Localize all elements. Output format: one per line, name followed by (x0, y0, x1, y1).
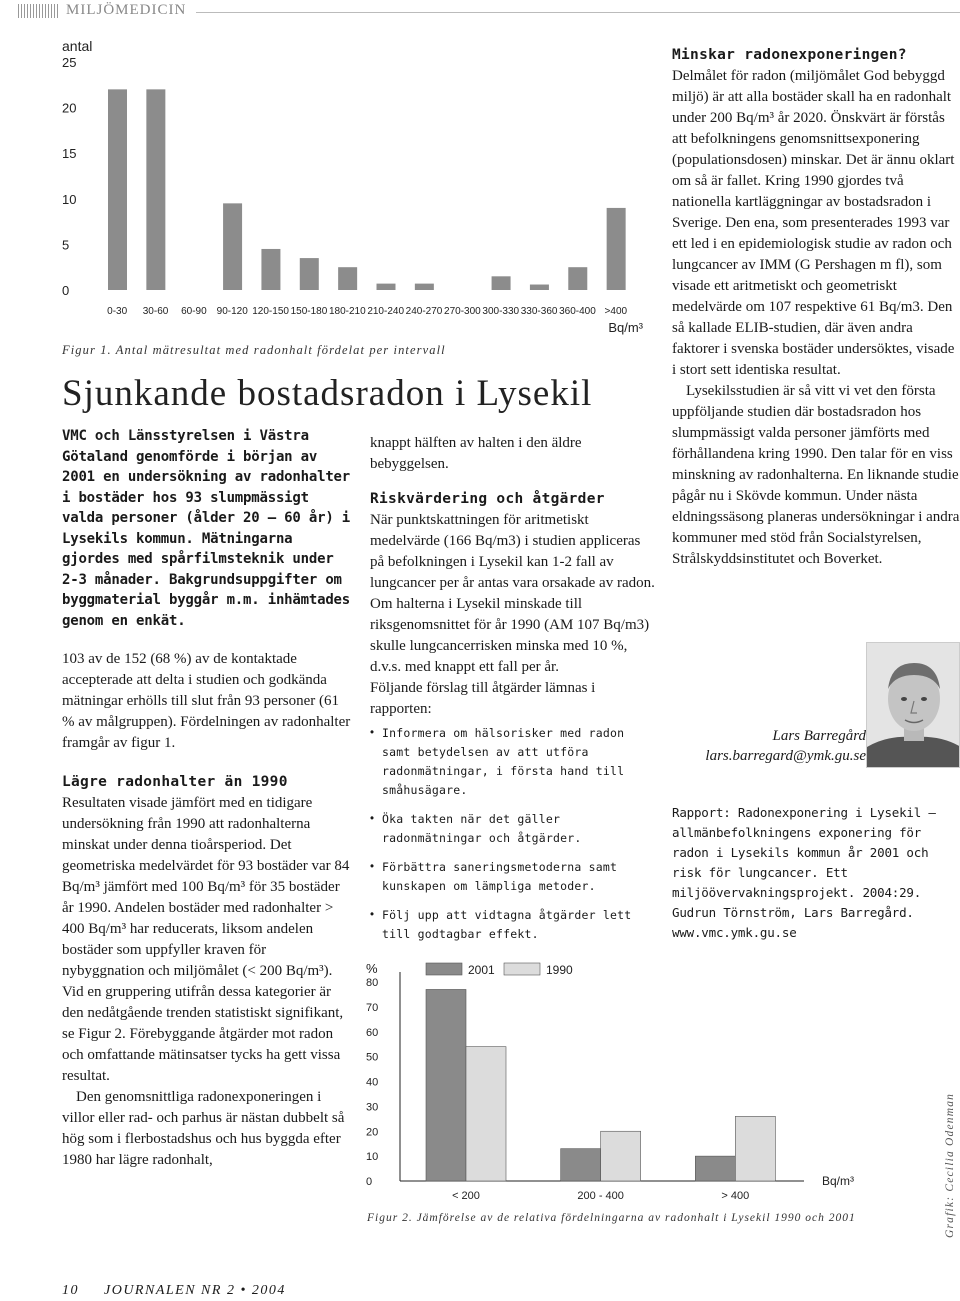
figure2-svg (362, 955, 862, 1205)
bar (108, 89, 127, 290)
page-footer (62, 1283, 286, 1299)
x-tick-label: 60-90 (181, 306, 207, 317)
y-tick-label: 15 (62, 146, 77, 162)
x-tick-label: 0-30 (107, 306, 128, 317)
figure2-chart (362, 955, 862, 1205)
legend-swatch (426, 963, 462, 975)
measures-list (370, 724, 655, 944)
x-axis-unit: Bq/m³ (608, 320, 643, 335)
legend-label: 2001 (468, 963, 495, 977)
bar (530, 285, 549, 290)
article-title: Sjunkande bostadsradon i Lysekil (62, 373, 593, 414)
y-tick-label: 5 (62, 237, 70, 253)
y-tick-label: 25 (62, 55, 77, 70)
author-portrait (866, 642, 960, 768)
bar (607, 208, 626, 290)
y-tick-label: 10 (366, 1151, 379, 1164)
y-tick-label: 40 (366, 1076, 379, 1089)
figure1-caption: Figur 1. Antal mätresultat med radonhalt fördelat per intervall (62, 343, 446, 357)
bar (223, 203, 242, 290)
x-tick-label: > 400 (721, 1190, 750, 1202)
figure1-svg (60, 34, 660, 344)
header-barcode-decoration (18, 4, 58, 18)
list-item: • Informera om hälsorisker med radon samt betydelsen av att utföra radonmätningar, i första hand till småhusägare. (370, 724, 655, 800)
x-tick-label: 360-400 (559, 306, 596, 317)
column-1 (62, 426, 352, 1171)
y-tick-label: 50 (366, 1051, 379, 1064)
y-tick-label: 20 (62, 100, 77, 116)
bar (300, 258, 319, 290)
y-tick-label: 60 (366, 1026, 379, 1039)
list-item: • Följ upp att vidtagna åtgärder lett till godtagbar effekt. (370, 906, 655, 944)
x-tick-label: 240-270 (405, 306, 443, 317)
y-tick-label: 20 (366, 1126, 379, 1139)
graphics-credit: Grafik: Cecilia Odenman (944, 1092, 956, 1238)
x-tick-label: 300-330 (482, 306, 520, 317)
subheading-exposure: Minskar radonexponeringen? (672, 47, 907, 63)
x-tick-label: 270-300 (444, 306, 481, 317)
section-label: MILJÖMEDICIN (66, 2, 187, 18)
author-block (660, 726, 866, 766)
bar (466, 1047, 506, 1181)
page-header (0, 0, 960, 22)
paragraph: Följande förslag till åtgärder lämnas i rapporten: (370, 680, 596, 717)
x-tick-label: 30-60 (142, 306, 169, 317)
y-tick-label: 80 (366, 977, 379, 989)
y-tick-label: 70 (366, 1001, 379, 1014)
paragraph: När punktskattningen för aritmetiskt medelvärde (166 Bq/m3) i studien appliceras på befolkningen i Lysekil kan 1-2 fall av lungcancer per år antas vara orsakade av radon. Om halterna i Lysekil minskade till riksgenomsnittet för år 1990 (AM 107 Bq/m3) skulle lungcancerrisken minska med 10 %, d.v.s. med knappt ett fall per år. (370, 512, 655, 675)
portrait-illustration (867, 643, 960, 768)
bar (415, 284, 434, 290)
subheading-risk: Riskvärdering och åtgärder (370, 491, 605, 507)
x-tick-label: 90-120 (216, 306, 248, 317)
y-tick-label: 30 (366, 1101, 379, 1114)
y-tick-label: 10 (62, 191, 77, 207)
paragraph: Delmålet för radon (miljömålet God bebyggd miljö) är att alla bostäder skall ha en radonhalt under 200 Bq/m³ år 2020. Önskvärt är förstås att befolkningens genomsnittsexponering (populationsdosen) minskar. Det är ännu oklart om så är fallet. Kring 1990 gjordes två nationella kartläggningar av bostadsradon i Sverige. Den ena, som presenterades 1993 var ett led i en epidemiologisk studie av radon och lungcancer av IMM (G Pershagen m fl), som visade ett aritmetiskt och geometriskt medelvärde om 107 respektive 61 Bq/m3. Den så kallade ELIB-studien, där även andra faktorer i svenska bostäder undersöktes, visade i stort sett identiska resultat. (672, 68, 955, 378)
bar (377, 284, 396, 290)
bar (601, 1131, 641, 1181)
author-email: lars.barregard@ymk.gu.se (705, 748, 866, 764)
bar (338, 267, 357, 290)
y-axis-label: antal (62, 38, 93, 54)
x-tick-label: 200 - 400 (577, 1190, 624, 1202)
x-tick-label: 120-150 (252, 306, 289, 317)
y-axis-label: % (366, 961, 378, 976)
bar (261, 249, 280, 290)
list-item: • Förbättra saneringsmetoderna samt kunskapen om lämpliga metoder. (370, 858, 655, 896)
y-tick-label: 0 (366, 1176, 373, 1188)
bar (568, 267, 587, 290)
x-tick-label: 150-180 (290, 306, 328, 317)
x-tick-label: 330-360 (520, 306, 558, 317)
journal-name: JOURNALEN NR 2 • 2004 (104, 1283, 286, 1298)
figure1-chart (60, 34, 660, 344)
subheading-lower-radon: Lägre radonhalter än 1990 (62, 774, 288, 790)
paragraph: Lysekilsstudien är så vitt vi vet den första uppföljande studien där bostadsradon hos slumpmässigt valda personer jämförts med förhållandena kring 1990. Den talar för en viss minskning av radonhalterna. En liknande studie pågår nu i Skövde kommun. Under nästa eldningssäsong planeras undersökningar i andra kommuner med stöd från Socialstyrelsen, Strålskyddsinstitutet och Boverket. (672, 383, 960, 567)
x-tick-label: >400 (604, 306, 628, 317)
x-tick-label: 210-240 (367, 306, 405, 317)
bar (146, 89, 165, 290)
bar (561, 1149, 601, 1181)
legend-swatch (504, 963, 540, 975)
list-item: • Öka takten när det gäller radonmätningar och åtgärder. (370, 810, 655, 848)
bar (426, 989, 466, 1181)
paragraph: 103 av de 152 (68 %) av de kontaktade accepterade att delta i studien och godkända mätningar erhölls till slut från 93 personer (61 % av målgruppen). Fördelningen av radonhalter framgår av figur 1. (62, 651, 351, 751)
paragraph: Den genomsnittliga radonexponeringen i villor eller rad- och parhus är nästan dubbelt så hög som i flerbostadshus och hus byggda efter 1980 har lägre radonhalt, (62, 1089, 345, 1168)
figure2-caption: Figur 2. Jämförelse av de relativa fördelningarna av radonhalt i Lysekil 1990 och 2001 (367, 1212, 856, 1224)
bar (492, 276, 511, 290)
lead-paragraph: VMC och Länsstyrelsen i Västra Götaland genomförde i början av 2001 en undersökning av radonhalter i bostäder hos 93 slumpmässigt valda personer (ålder 20 – 60 år) i Lysekils kommun. Mätningarna gjordes med spårfilmsteknik under 2-3 månader. Bakgrundsuppgifter om byggmaterial byggår m.m. inhämtades genom en enkät. (62, 428, 351, 629)
y-tick-label: 0 (62, 283, 70, 298)
bar (735, 1116, 775, 1181)
report-reference: Rapport: Radonexponering i Lysekil – allmänbefolkningens exponering för radon i Lysekils kommun år 2001 och risk för lungcancer. Ett miljöövervakningsprojekt. 2004:29. Gudrun Törnström, Lars Barregård. www.vmc.ymk.gu.se (672, 805, 936, 940)
bar (695, 1156, 735, 1181)
header-rule (196, 12, 960, 13)
x-axis-unit: Bq/m³ (822, 1174, 855, 1188)
author-name: Lars Barregård (772, 728, 866, 744)
column-2 (370, 433, 655, 954)
x-tick-label: 180-210 (328, 306, 366, 317)
legend-label: 1990 (546, 963, 573, 977)
x-tick-label: < 200 (452, 1190, 480, 1202)
page-number: 10 (62, 1283, 79, 1298)
paragraph: Resultaten visade jämfört med en tidigare undersökning från 1990 att radonhalterna minskat under denna tioårsperiod. Det geometriska medelvärdet för 93 bostäder var 84 Bq/m³ jämfört med 100 Bq/m³ för 35 bostäder år 1990. Andelen bostäder med radonhalter > 400 Bq/m³ har reducerats, liksom andelen bostäder som uppfyller kraven för nybyggnation och miljömålet (< 200 Bq/m³). Vid en gruppering utifrån dessa kategorier är den nedåtgående trenden statistiskt signifikant, se Figur 2. Förebyggande åtgärder mot radon och omfattande mätinsatser tycks ha gett vissa resultat. (62, 795, 350, 1084)
paragraph: knappt hälften av halten i den äldre bebyggelsen. (370, 435, 582, 472)
column-3 (672, 45, 960, 570)
